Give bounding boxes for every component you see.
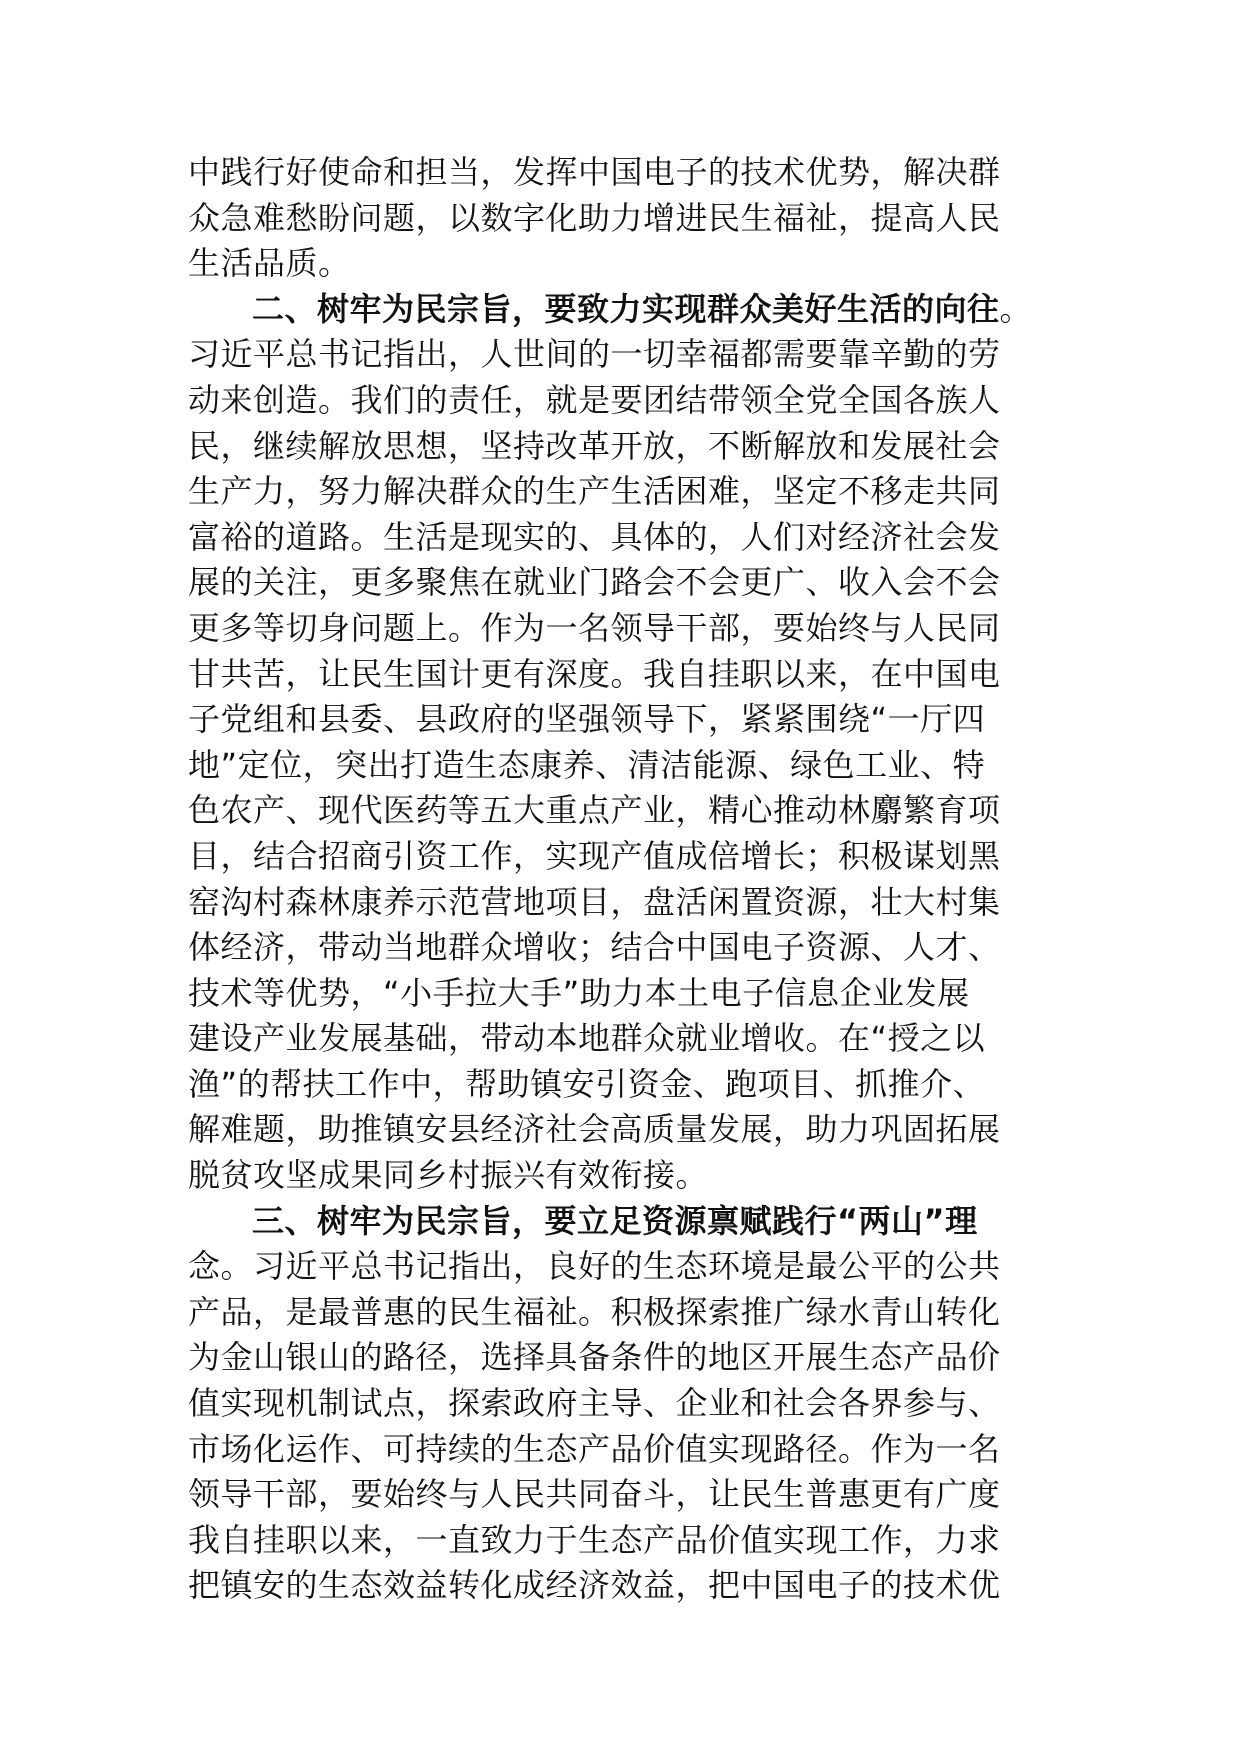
text-line: 生产力，努力解决群众的生产生活困难，坚定不移走共同 [188,472,1001,511]
text-line: 众急难愁盼问题，以数字化助力增进民生福祉，提高人民 [188,198,1001,237]
paragraph-heading-line [188,1199,1068,1245]
text-line: 我自挂职以来，一直致力于生态产品价值实现工作，力求 [188,1520,1001,1559]
text-line: 富裕的道路。生活是现实的、具体的，人们对经济社会发 [188,517,1001,556]
text-line: 为金山银山的路径，选择具备条件的地区开展生态产品价 [188,1338,1001,1377]
text-line: 动来创造。我们的责任，就是要团结带领全党全国各族人 [188,380,1001,419]
text-line: 脱贫攻坚成果同乡村振兴有效衔接。 [188,1156,709,1195]
text-line: 甘共苦，让民生国计更有深度。我自挂职以来，在中国电 [188,654,1001,693]
text-line: 更多等切身问题上。作为一名领导干部，要始终与人民同 [188,608,1001,647]
text-line: 技术等优势，“小手拉大手”助力本土电子信息企业发展 [188,973,970,1012]
text-line: 生活品质。 [188,244,351,283]
text-line: 产品，是最普惠的民生福祉。积极探索推广绿水青山转化 [188,1292,1001,1331]
text-line: 子党组和县委、县政府的坚强领导下，紧紧围绕“一厅四 [188,700,986,739]
heading-tail: 。 [999,289,1033,328]
text-line: 念。习近平总书记指出，良好的生态环境是最公平的公共 [188,1247,1001,1286]
text-line: 中践行好使命和担当，发挥中国电子的技术优势，解决群 [188,153,1001,191]
paragraph-heading: 二、树牢为民宗旨，要致力实现群众美好生活的向往 [252,289,1000,328]
text-line: 解难题，助推镇安县经济社会高质量发展，助力巩固拓展 [188,1110,1001,1149]
text-line: 渔”的帮扶工作中，帮助镇安引资金、跑项目、抓推介、 [188,1064,986,1103]
paragraph-heading: 三、树牢为民宗旨，要立足资源禀赋践行“两山”理 [252,1201,978,1240]
text-line: 目，结合招商引资工作，实现产值成倍增长；积极谋划黑 [188,836,1001,875]
text-line: 体经济，带动当地群众增收；结合中国电子资源、人才、 [188,928,1001,967]
text-line: 领导干部，要始终与人民共同奋斗，让民生普惠更有广度 [188,1475,1001,1514]
text-line: 市场化运作、可持续的生态产品价值实现路径。作为一名 [188,1429,1001,1468]
text-line: 民，继续解放思想，坚持改革开放，不断解放和发展社会 [188,426,1001,465]
text-line: 习近平总书记指出，人世间的一切幸福都需要靠辛勤的劳 [188,335,1001,374]
text-line: 窑沟村森林康养示范营地项目，盘活闲置资源，壮大村集 [188,882,1001,921]
text-line: 把镇安的生态效益转化成经济效益，把中国电子的技术优 [188,1566,1001,1605]
paragraph [188,287,1068,1199]
paragraph [188,150,1068,287]
body-text [188,150,1068,1609]
paragraph-heading-line [188,287,1068,333]
text-line: 值实现机制试点，探索政府主导、企业和社会各界参与、 [188,1384,1001,1423]
text-line: 色农产、现代医药等五大重点产业，精心推动林麝繁育项 [188,791,1001,830]
paragraph [188,1199,1068,1609]
text-line: 地”定位，突出打造生态康养、清洁能源、绿色工业、特 [188,745,986,784]
text-line: 建设产业发展基础，带动本地群众就业增收。在“授之以 [188,1019,986,1058]
text-line: 展的关注，更多聚焦在就业门路会不会更广、收入会不会 [188,563,1001,602]
